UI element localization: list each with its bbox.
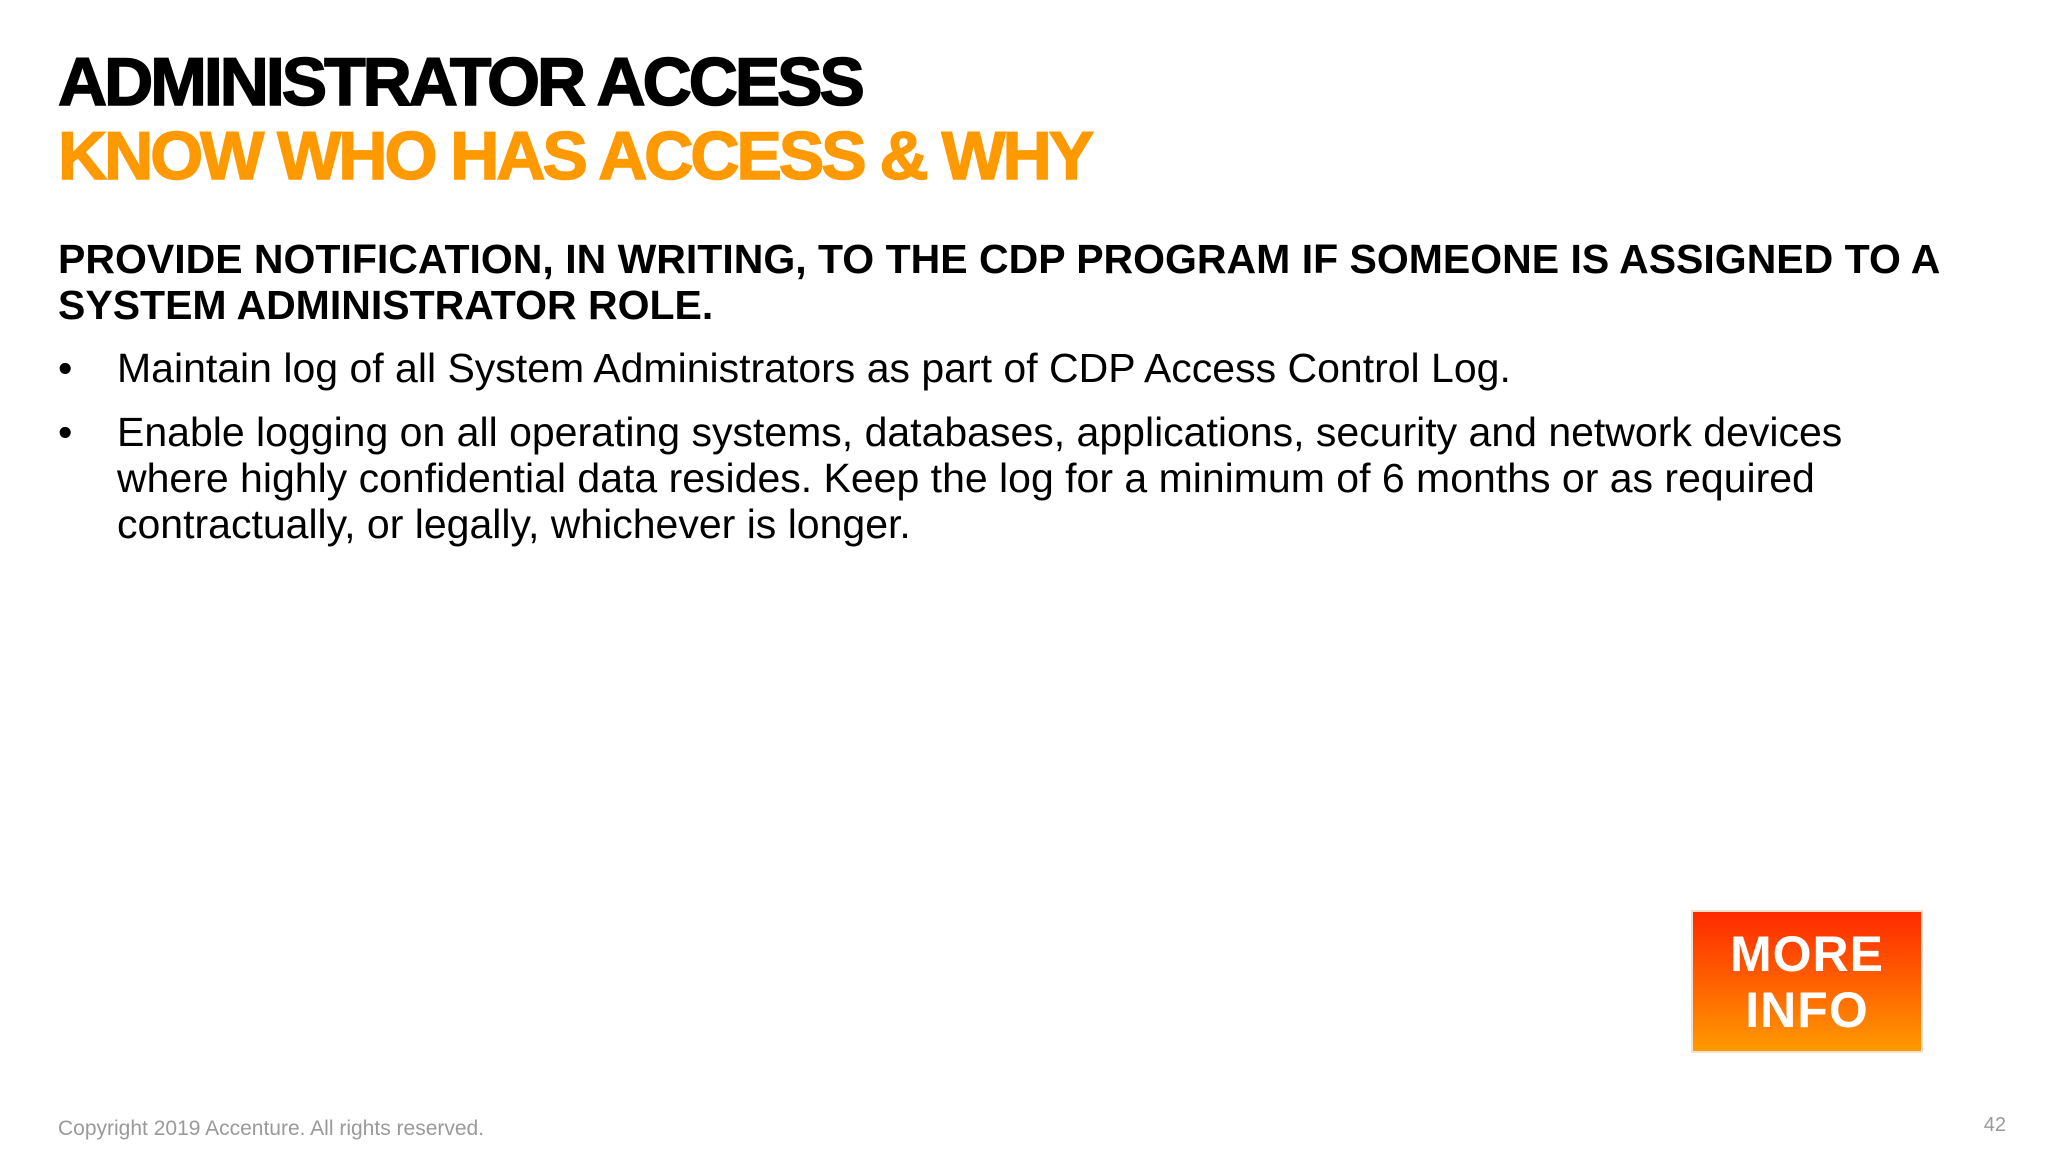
more-info-button[interactable] [1691, 910, 1923, 1053]
lead-statement: PROVIDE NOTIFICATION, IN WRITING, TO THE CDP PROGRAM IF SOMEONE IS ASSIGNED TO A SYSTEM ADMINISTRATOR ROLE. [58, 236, 1939, 328]
bullet-marker: • [58, 409, 73, 455]
bullet-item [58, 345, 1958, 391]
bullet-list [58, 345, 1958, 565]
bullet-item [58, 409, 1958, 547]
bullet-marker: • [58, 345, 73, 391]
more-info-label-line1: MORE [1730, 925, 1884, 982]
more-info-label-line2: INFO [1745, 981, 1869, 1038]
slide-subtitle: KNOW WHO HAS ACCESS & WHY [58, 118, 1092, 194]
slide-title: ADMINISTRATOR ACCESS [58, 44, 862, 120]
copyright-notice: Copyright 2019 Accenture. All rights reserved. [58, 1117, 485, 1140]
page-number: 42 [1983, 1114, 2006, 1136]
bullet-text: Enable logging on all operating systems, databases, applications, security and network devices where highly confidential data resides. Keep the log for a minimum of 6 months or as required contractually, or legally, whichever is longer. [117, 409, 1843, 547]
bullet-text: Maintain log of all System Administrators as part of CDP Access Control Log. [117, 345, 1511, 391]
